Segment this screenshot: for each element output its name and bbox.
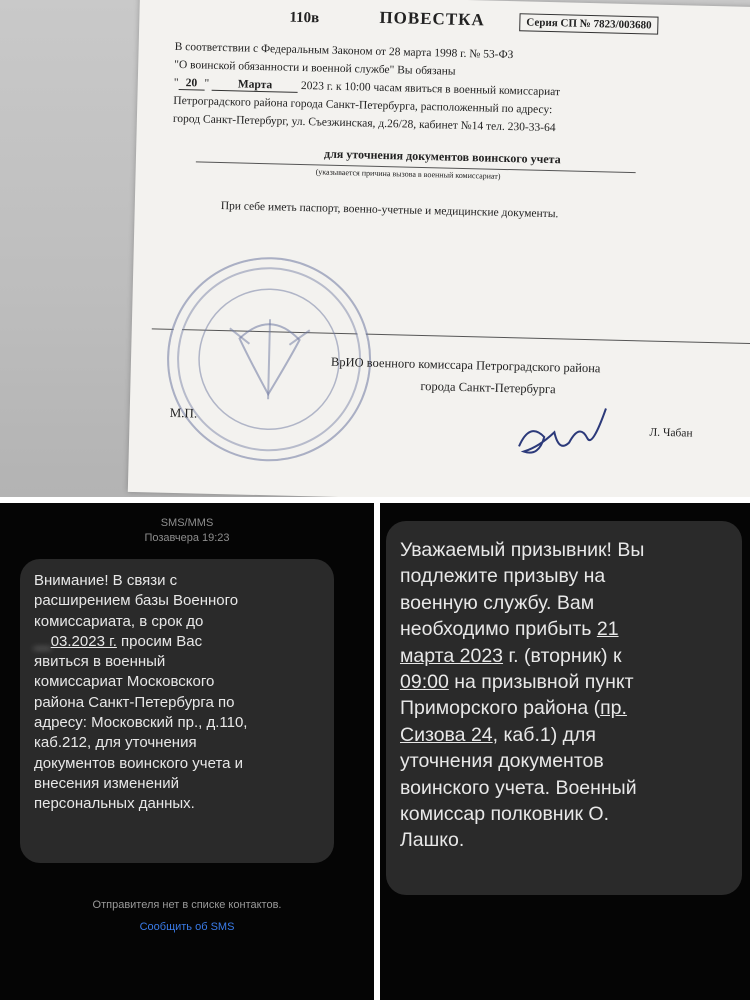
summons-line-1: В соответствии с Федеральным Законом от 28 марта 1998 г. № 53-ФЗ (174, 40, 514, 62)
summons-line-3-rest: 2023 г. к 10:00 часам явиться в военный комиссариат (300, 79, 561, 99)
summons-paper (128, 0, 750, 497)
report-sms-link[interactable]: Сообщить об SMS (139, 921, 235, 933)
msg-r-text-1: Уважаемый призывник! Вы подлежите призыву на военную службу. Вам необходимо прибыть (400, 539, 645, 641)
summons-month: Марта (212, 78, 298, 93)
summons-line-5: город Санкт-Петербург, ул. Съезжинская, д.26/28, кабинет №14 тел. 230-33-64 (172, 112, 556, 135)
msg-redacted-day: __ (34, 632, 51, 650)
documents-note: При себе иметь паспорт, военно-учетные и медицинские документы. (220, 200, 559, 221)
sms-message-bubble[interactable] (20, 559, 334, 863)
signer-title-1: ВрИО военного комиссара Петроградского района (330, 354, 601, 376)
summons-number: 110в (289, 9, 320, 27)
reason-caption: (указывается причина вызова в военный комиссариат) (315, 167, 501, 181)
msg-r-text-4: , каб.1) для уточнения документов воинского учета. Военный комиссар полковник О. Лашко. (400, 723, 637, 852)
sms-type-label: SMS/MMS (160, 517, 214, 529)
signature-icon (509, 396, 621, 469)
msg-r-address-link[interactable]: пр. Сизова 24 (400, 697, 627, 746)
msg-r-text-2: г. (вторник) к (508, 644, 622, 667)
msg-r-date-link[interactable]: 21 марта 2023 (400, 618, 619, 667)
sms-message-bubble-right[interactable] (386, 521, 742, 895)
summons-series: Серия СП № 7823/003680 (519, 13, 659, 34)
summons-line-2: "О воинской обязанности и военной службе" Вы обязаны (174, 58, 456, 78)
unknown-sender-note: Отправителя нет в списке контактов. (92, 899, 282, 911)
signer-title-2: города Санкт-Петербурга (420, 378, 556, 397)
signer-name: Л. Чабан (649, 426, 693, 440)
stamp-mark-mp: М.П. (169, 404, 198, 421)
summons-line-3: " 20 " Марта 2023 г. к 10:00 часам явиться в военный комиссариат (173, 76, 561, 99)
msg-text-part-2: просим Вас явиться в военный комиссариат Московского района Санкт-Петербурга по адресу: Московский пр., д.110, каб.212, для уточнения документов воинского учета и внесения изменений персональных данных. (34, 632, 248, 813)
sms-screenshot-left (0, 503, 374, 1000)
msg-deadline-date[interactable]: 03.2023 г. (50, 632, 117, 650)
sms-screenshot-right (380, 503, 750, 1000)
summons-line-4: Петроградского района города Санкт-Петербурга, расположенный по адресу: (173, 94, 553, 117)
msg-text-part-1: Внимание! В связи с расширением базы Военного комиссариата, в срок до (34, 572, 239, 630)
summons-day: 20 (178, 77, 204, 91)
summons-reason: для уточнения документов воинского учета (323, 146, 561, 167)
summons-photo (0, 0, 750, 497)
msg-r-time-link[interactable]: 09:00 (400, 671, 449, 694)
summons-title: ПОВЕСТКА (379, 7, 485, 30)
sms-timestamp: Позавчера 19:23 (144, 532, 230, 544)
msg-r-text-3: на призывной пункт Приморского района ( (400, 671, 634, 720)
